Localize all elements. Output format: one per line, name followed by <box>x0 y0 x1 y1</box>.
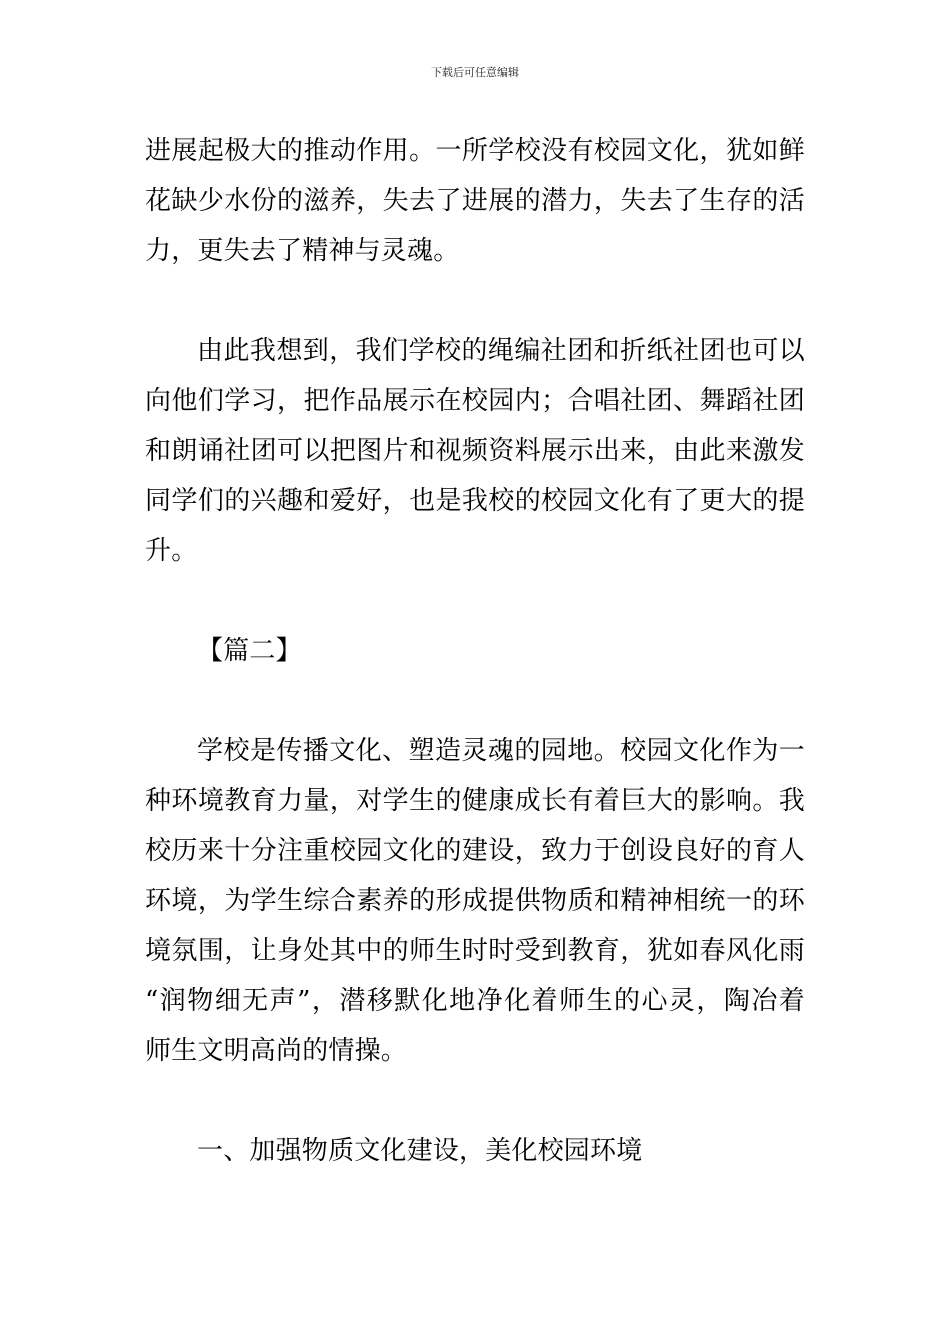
paragraph-spacer <box>145 576 805 626</box>
header-note: 下载后可任意编辑 <box>431 66 519 79</box>
subheading: 一、加强物质文化建设，美化校园环境 <box>197 1136 643 1166</box>
text-line: 进展起极大的推动作用。一所学校没有校园文化，犹如鲜 <box>145 136 805 166</box>
text-line: 力，更失去了精神与灵魂。 <box>145 236 460 266</box>
text-line: 境氛围，让身处其中的师生时时受到教育，犹如春风化雨 <box>145 936 805 966</box>
document-body <box>145 126 805 1176</box>
section-heading: 【篇二】 <box>197 636 302 666</box>
text-line: “润物细无声”，潜移默化地净化着师生的心灵，陶冶着 <box>145 986 805 1016</box>
text-line: 学校是传播文化、塑造灵魂的园地。校园文化作为一 <box>197 736 805 766</box>
paragraph-spacer <box>145 676 805 726</box>
paragraph-spacer <box>145 276 805 326</box>
paragraph-3 <box>145 726 805 1076</box>
text-line: 环境，为学生综合素养的形成提供物质和精神相统一的环 <box>145 886 805 916</box>
text-line: 升。 <box>145 536 198 566</box>
text-line: 同学们的兴趣和爱好，也是我校的校园文化有了更大的提 <box>145 486 805 516</box>
paragraph-2 <box>145 326 805 576</box>
paragraph-spacer <box>145 1076 805 1126</box>
text-line: 花缺少水份的滋养，失去了进展的潜力，失去了生存的活 <box>145 186 805 216</box>
text-line: 种环境教育力量，对学生的健康成长有着巨大的影响。我 <box>145 786 805 816</box>
text-line: 由此我想到，我们学校的绳编社团和折纸社团也可以 <box>197 336 805 366</box>
text-line: 向他们学习，把作品展示在校园内；合唱社团、舞蹈社团 <box>145 386 805 416</box>
text-line: 校历来十分注重校园文化的建设，致力于创设良好的育人 <box>145 836 805 866</box>
paragraph-1 <box>145 126 805 276</box>
text-line: 师生文明高尚的情操。 <box>145 1036 408 1066</box>
text-line: 和朗诵社团可以把图片和视频资料展示出来，由此来激发 <box>145 436 805 466</box>
